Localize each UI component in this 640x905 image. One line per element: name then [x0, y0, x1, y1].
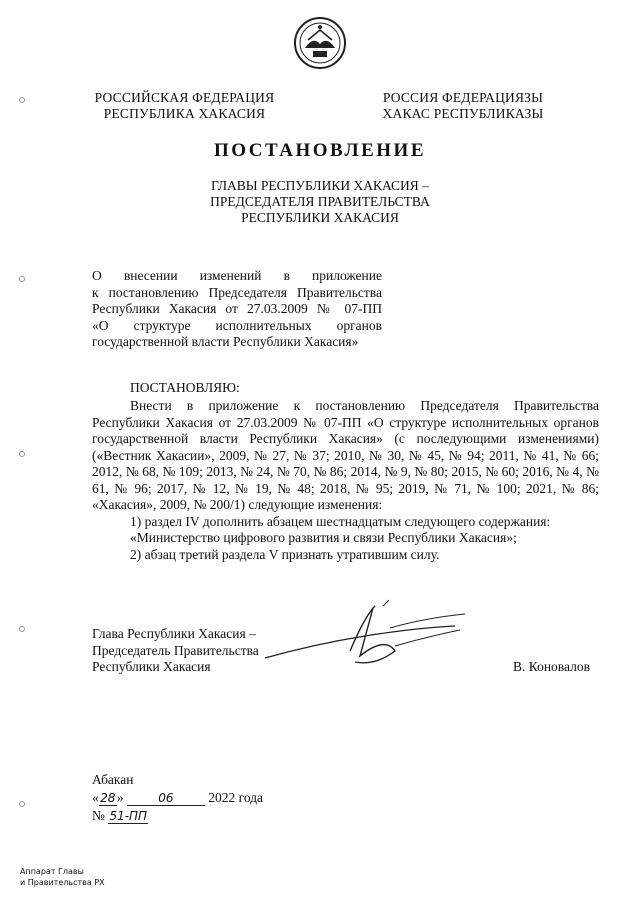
binder-hole-mark — [18, 450, 26, 458]
subject-line4: «О структуре исполнительных органов — [92, 317, 382, 333]
body-item-2: 2) абзац третий раздела V признать утратившим силу. — [130, 546, 440, 562]
header-right-line2: ХАКАС РЕСПУБЛИКАЗЫ — [382, 106, 544, 121]
number-sign: № — [92, 808, 105, 823]
signatory-name: В. Коновалов — [513, 659, 590, 674]
footer-stamp — [20, 866, 105, 888]
subject-line2: к постановлению Председателя Правительства — [92, 284, 382, 300]
coat-of-arms-emblem — [293, 16, 347, 70]
binder-hole-mark — [18, 96, 26, 104]
signatory-line2: Председатель Правительства — [92, 642, 259, 658]
subtitle-line3: РЕСПУБЛИКИ ХАКАСИЯ — [241, 210, 399, 225]
decree-word: ПОСТАНОВЛЯЮ: — [130, 380, 240, 395]
signatory-line3: Республики Хакасия — [92, 659, 211, 674]
body-item-1-line1: 1) раздел IV дополнить абзацем шестнадцатым следующего содержания: — [130, 513, 551, 529]
binder-hole-mark — [18, 625, 26, 633]
subject-line3: Республики Хакасия от 27.03.2009 № 07-ПП — [92, 301, 382, 316]
header-left — [92, 90, 277, 122]
header-left-line1: РОССИЙСКАЯ ФЕДЕРАЦИЯ — [94, 90, 275, 105]
subject-line1: О внесении изменений в приложение — [92, 268, 382, 283]
body-item-1-line2: «Министерство цифрового развития и связи Республики Хакасия»; — [130, 530, 517, 545]
signatory-title — [92, 626, 259, 676]
header-right — [378, 90, 548, 122]
date-day: 28 — [100, 791, 116, 805]
header-left-line2: РЕСПУБЛИКА ХАКАСИЯ — [103, 106, 266, 121]
place-of-issue: Абакан — [92, 772, 134, 787]
subtitle-line2: ПРЕДСЕДАТЕЛЯ ПРАВИТЕЛЬСТВА — [210, 194, 430, 209]
subtitle-line1: ГЛАВЫ РЕСПУБЛИКИ ХАКАСИЯ – — [211, 178, 429, 193]
date-open-quote: « — [92, 790, 99, 805]
header-right-line1: РОССИЯ ФЕДЕРАЦИЯЗЫ — [382, 90, 544, 105]
document-subtitle — [160, 178, 480, 226]
subject-block — [92, 268, 382, 351]
date-month: 06 — [127, 791, 205, 806]
footer-line2: и Правительства РХ — [20, 878, 105, 887]
number-value: 51-ПП — [109, 809, 148, 823]
body-paragraph-1: Внести в приложение к постановлению Председателя Правительства Республики Хакасия от 27.03.2009 № 07-ПП «О структуре исполнительных органов государственной власти Республики Хакасия» (с последующими изменениями) («Вестник Хакасии», 2009, № 27, № 37; 2010, № 30, № 45, № 94; 2011, № 41, № 66; 2012, № 68, № 109; 2013, № 24, № 70, № 86; 2014, № 9, № 80; 2015, № 60; 2016, № 4, № 61, № 96; 2017, № 12, № 19, № 48; 2018, № 95; 2019, № 71, № 100; 2021, № 86; «Хакасия», 2009, № 200/1) следующие изменения: — [92, 398, 599, 512]
footer-line1: Аппарат Главы — [20, 867, 84, 876]
binder-hole-mark — [18, 275, 26, 283]
handwritten-signature — [255, 596, 485, 696]
issue-date — [92, 790, 263, 806]
subject-line5: государственной власти Республики Хакасия» — [92, 334, 359, 349]
document-number — [92, 808, 148, 824]
signatory-line1: Глава Республики Хакасия – — [92, 626, 256, 641]
binder-hole-mark — [18, 800, 26, 808]
document-title: ПОСТАНОВЛЕНИЕ — [213, 140, 427, 161]
date-close-quote: » — [116, 790, 124, 805]
date-year: 2022 года — [208, 790, 264, 805]
decree-body — [92, 398, 599, 563]
